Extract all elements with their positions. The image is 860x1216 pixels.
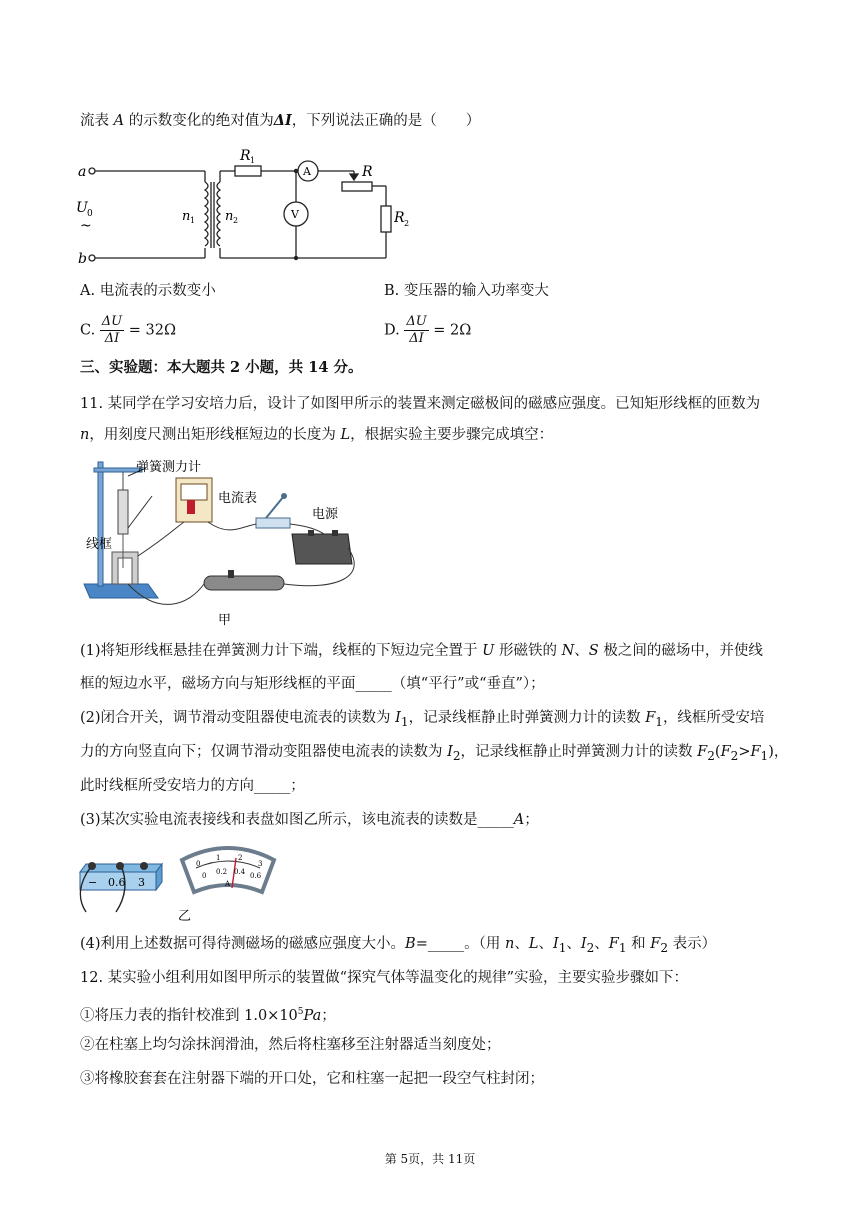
option-a[interactable]: A. 电流表的示数变小 xyxy=(80,283,216,299)
q11-step-2-line-3: 此时线框所受安培力的方向_____； xyxy=(80,778,305,794)
q11-step-4: (4)利用上述数据可得待测磁场的磁感应强度大小。B=_____。（用 n、L、$I_1$、$I_2$、$F_1$ 和 $F_2$ 表示） xyxy=(80,936,717,955)
q12-step-1: ①将压力表的指针校准到 $1.0\times 10^5Pa$； xyxy=(80,1007,336,1024)
q11-line-1: 11. 某同学在学习安培力后，设计了如图甲所示的装置来测定磁极间的磁感应强度。已知矩形线框的匝数为 xyxy=(80,396,761,412)
svg-text:0.6: 0.6 xyxy=(250,872,262,880)
ammeter-symbol: A xyxy=(303,165,311,178)
q11-step-3: (3)某次实验电流表接线和表盘如图乙所示，该电流表的读数是_____A； xyxy=(80,812,539,828)
q11-step-2-line-1: (2)闭合开关，调节滑动变阻器使电流表的读数为 $I_1$，记录线框静止时弹簧测力计的读数 $F_1$，线框所受安培 xyxy=(80,710,765,729)
option-c[interactable]: C. $\frac{\Delta U}{\Delta I}$ = 32Ω xyxy=(80,314,176,346)
svg-text:2: 2 xyxy=(238,854,243,862)
option-b[interactable]: B. 变压器的输入功率变大 xyxy=(384,283,549,299)
svg-text:1: 1 xyxy=(216,854,221,862)
svg-text:2: 2 xyxy=(404,219,410,228)
svg-text:0: 0 xyxy=(202,872,207,880)
label-r: R xyxy=(362,164,373,180)
svg-text:0.2: 0.2 xyxy=(216,868,228,876)
q11-step-1-line-2: 框的短边水平，磁场方向与矩形线框的平面_____（填“平行”或“垂直”）； xyxy=(80,676,545,692)
svg-text:3: 3 xyxy=(138,876,145,889)
q11-step-2-line-2: 力的方向竖直向下；仅调节滑动变阻器使电流表的读数为 $I_2$，记录线框静止时弹簧测力计的读数 $F_2(F_2>F_1)$， xyxy=(80,744,789,763)
label-frame: 线框 xyxy=(86,537,113,552)
label-power-source: 电源 xyxy=(312,507,339,522)
section-3-header: 三、实验题：本大题共 2 小题，共 14 分。 xyxy=(80,359,363,376)
option-c-fraction: $\frac{\Delta U}{\Delta I}$ xyxy=(101,314,123,346)
figure-yi-ammeter xyxy=(78,840,308,926)
label-b: b xyxy=(78,251,87,267)
label-spring-scale: 弹簧测力计 xyxy=(136,460,202,475)
svg-text:2: 2 xyxy=(233,216,239,225)
svg-text:0.4: 0.4 xyxy=(234,868,246,876)
svg-text:3: 3 xyxy=(258,860,263,868)
figure-label-yi: 乙 xyxy=(178,909,192,924)
label-u: U xyxy=(76,200,88,216)
voltmeter-symbol: V xyxy=(291,208,299,221)
q11-line-2: n，用刻度尺测出矩形线框短边的长度为 L，根据实验主要步骤完成填空： xyxy=(80,427,554,443)
svg-text:0: 0 xyxy=(196,860,201,868)
svg-text:1: 1 xyxy=(250,156,256,165)
ac-symbol: ~ xyxy=(80,218,92,234)
page-footer: 第 5页，共 11页 xyxy=(384,1152,476,1166)
svg-text:−: − xyxy=(88,876,98,889)
option-d[interactable]: D. $\frac{\Delta U}{\Delta I}$ = 2Ω xyxy=(384,314,472,346)
svg-text:1: 1 xyxy=(190,216,196,225)
circuit-diagram xyxy=(70,140,430,270)
label-r2: R xyxy=(394,210,405,226)
label-r1: R xyxy=(240,148,251,164)
label-n2: n xyxy=(225,209,234,224)
label-ammeter: 电流表 xyxy=(218,491,258,506)
label-a: a xyxy=(78,164,87,180)
q12-step-3: ③将橡胶套套在注射器下端的开口处，它和柱塞一起把一段空气柱封闭； xyxy=(80,1071,544,1087)
svg-text:A: A xyxy=(225,880,231,888)
svg-text:0: 0 xyxy=(87,209,93,219)
intro-line: 流表 A 的示数变化的绝对值为ΔI，下列说法正确的是（ ） xyxy=(80,112,481,129)
svg-text:0.6: 0.6 xyxy=(108,876,126,889)
option-d-fraction: $\frac{\Delta U}{\Delta I}$ xyxy=(406,314,427,346)
figure-jia-apparatus xyxy=(78,456,378,626)
figure-label-jia: 甲 xyxy=(218,613,232,626)
q11-step-1-line-1: (1)将矩形线框悬挂在弹簧测力计下端，线框的下短边完全置于 U 形磁铁的 N、S 极之间的磁场中，并使线 xyxy=(80,643,763,659)
q12-line-1: 12. 某实验小组利用如图甲所示的装置做“探究气体等温变化的规律”实验，主要实验步骤如下： xyxy=(80,970,688,986)
label-n1: n xyxy=(182,209,191,224)
q12-step-2: ②在柱塞上均匀涂抹润滑油，然后将柱塞移至注射器适当刻度处； xyxy=(80,1037,501,1053)
